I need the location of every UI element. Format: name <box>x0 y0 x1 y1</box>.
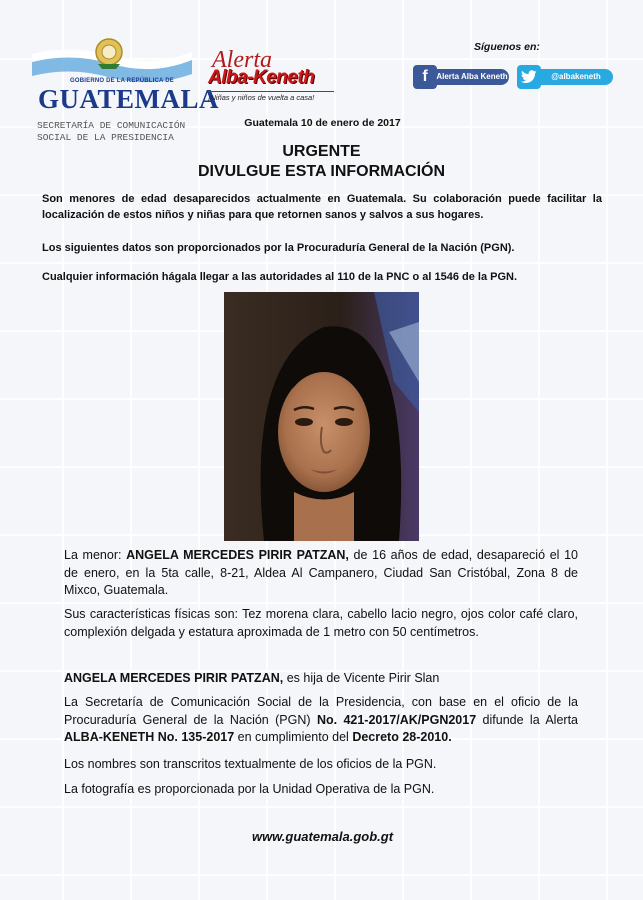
intro-paragraph: Son menores de edad desaparecidos actualmente en Guatemala. Su colaboración puede facilitar la localización de estos niños y niñas para que retornen sanos y salvos a sus hogares. <box>42 193 602 221</box>
gov-small-text: GOBIERNO DE LA REPÚBLICA DE <box>70 78 174 84</box>
missing-person-name: ANGELA MERCEDES PIRIR PATZAN, <box>126 548 349 562</box>
bio-paragraph-1: La menor: ANGELA MERCEDES PIRIR PATZAN, de 16 años de edad, desapareció el 10 de enero, en la 5ta calle, 8-21, Aldea Al Campanero, Ciudad San Cristóbal, Zona 8 de Mixco, Guatemala. <box>64 548 578 597</box>
alba-keneth-logo[interactable] <box>206 47 334 109</box>
bio-paragraph-2: Sus características físicas son: Tez morena clara, cabello lacio negro, ojos color café claro, complexión delgada y estatura aproximada de 1 metro con 50 centímetros. <box>64 607 578 639</box>
bio-paragraph-5: Los nombres son transcritos textualmente de los oficios de la PGN. <box>64 757 437 771</box>
follow-label: Síguenos en: <box>474 41 540 53</box>
bio-paragraph-6: La fotografía es proporcionada por la Unidad Operativa de la PGN. <box>64 782 435 796</box>
missing-person-photo <box>224 292 419 541</box>
facebook-icon: f <box>413 65 437 89</box>
gov-secretariat-text: SECRETARÍA DE COMUNICACIÓN SOCIAL DE LA PRESIDENCIA <box>37 120 186 143</box>
twitter-label: @albakeneth <box>539 69 613 85</box>
gov-name: GUATEMALA <box>38 84 220 114</box>
title-urgent: URGENTE <box>282 143 361 160</box>
alerta-name: Alba-Keneth <box>208 67 315 88</box>
source-paragraph: Los siguientes datos son proporcionados por la Procuraduría General de la Nación (PGN). <box>42 242 515 254</box>
twitter-icon <box>517 65 541 89</box>
title-divulgue: DIVULGUE ESTA INFORMACIÓN <box>197 163 446 180</box>
twitter-link[interactable] <box>517 65 613 89</box>
header <box>0 0 643 143</box>
facebook-label: Alerta Alba Keneth <box>435 69 509 85</box>
missing-person-name-2: ANGELA MERCEDES PIRIR PATZAN, <box>64 671 284 685</box>
alerta-tagline: ¡Niñas y niños de vuelta a casa! <box>208 91 334 102</box>
footer-website-link[interactable]: www.guatemala.gob.gt <box>251 829 394 844</box>
government-logo[interactable] <box>32 22 220 143</box>
alerta-word: Alerta <box>212 47 272 73</box>
contact-paragraph: Cualquier información hágala llegar a las autoridades al 110 de la PNC o al 1546 de la PGN. <box>42 271 518 283</box>
facebook-link[interactable] <box>413 65 509 89</box>
bio-paragraph-4: La Secretaría de Comunicación Social de la Presidencia, con base en el oficio de la Procuraduría General de la Nación (PGN) No. 421-2017/AK/PGN2017 difunde la Alerta ALBA-KENETH No. 135-2017 en cumplimiento del Decreto 28-2010. <box>64 695 578 744</box>
bio-paragraph-3: ANGELA MERCEDES PIRIR PATZAN, es hija de Vicente Pirir Slan <box>64 671 440 685</box>
dateline: Guatemala 10 de enero de 2017 <box>244 117 401 129</box>
